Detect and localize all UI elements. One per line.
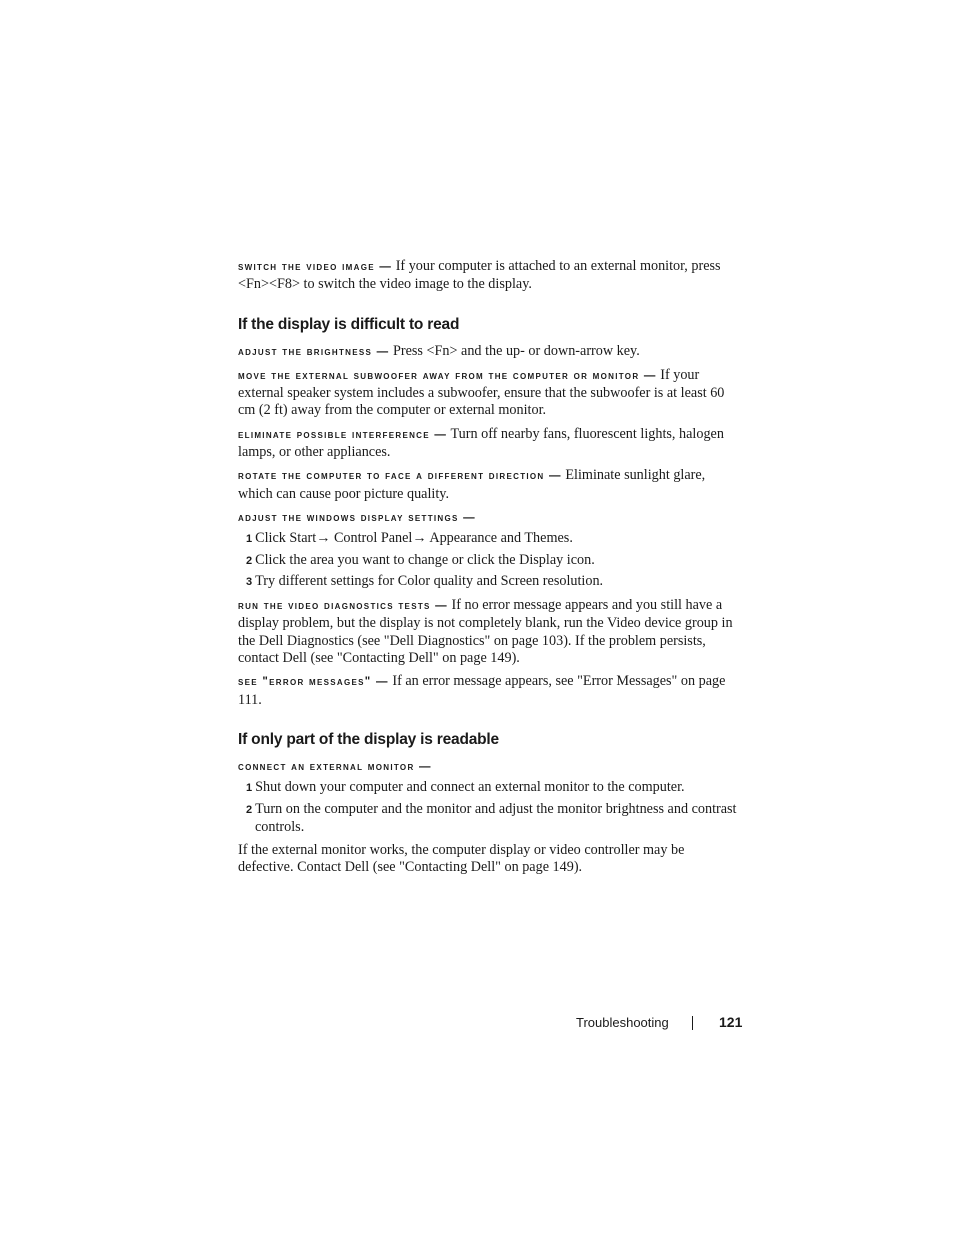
page-number: 121 bbox=[719, 1014, 743, 1030]
error-messages-paragraph bbox=[238, 673, 738, 709]
subwoofer-lead: move the external subwoofer away from the computer or monitor — bbox=[238, 369, 657, 382]
step-number: 1 bbox=[246, 533, 253, 546]
footer-divider bbox=[692, 1016, 693, 1030]
step-text-mid: and bbox=[473, 572, 501, 589]
windows-step-3 bbox=[246, 573, 738, 591]
screen-resolution-ui-label: Screen resolution bbox=[500, 572, 600, 589]
step-text-end: icon. bbox=[563, 551, 595, 568]
step-text: Shut down your computer and connect an external monitor to the computer. bbox=[255, 779, 685, 796]
rotate-paragraph bbox=[238, 467, 738, 503]
page-content bbox=[238, 258, 738, 883]
step-text: Click the area you want to change or click the bbox=[255, 551, 520, 568]
interference-paragraph bbox=[238, 426, 738, 462]
rotate-lead: rotate the computer to face a different direction — bbox=[238, 470, 562, 483]
diagnostics-text-2: device group in the Dell Diagnostics (see "Dell Diagnostics" on page 103). If the problem persists, contact Dell (see "Contacting Dell" on page 149). bbox=[238, 615, 733, 667]
subwoofer-paragraph bbox=[238, 367, 738, 420]
diagnostics-lead: run the video diagnostics tests — bbox=[238, 600, 448, 613]
switch-video-paragraph bbox=[238, 258, 738, 294]
switch-video-lead: switch the video image — bbox=[238, 261, 393, 273]
step-number: 2 bbox=[246, 554, 253, 567]
subwoofer-text: If your external speaker system includes a subwoofer, ensure that the subwoofer is at least 60 cm (2 ft) away from the computer or external monitor. bbox=[238, 366, 725, 419]
arrow-icon: → bbox=[412, 530, 430, 547]
connect-step-1 bbox=[246, 779, 738, 797]
brightness-paragraph bbox=[238, 343, 738, 361]
control-panel-ui-label: Control Panel bbox=[333, 530, 413, 547]
windows-step-2 bbox=[246, 552, 738, 570]
step-text-end: . bbox=[569, 530, 573, 547]
footer-section-title: Troubleshooting bbox=[576, 1015, 669, 1030]
section-heading-difficult-to-read: If the display is difficult to read bbox=[238, 315, 460, 333]
appearance-themes-ui-label: Appearance and Themes bbox=[429, 530, 570, 547]
video-ui-label: Video bbox=[606, 615, 641, 632]
arrow-icon: → bbox=[316, 530, 334, 547]
color-quality-ui-label: Color quality bbox=[397, 572, 474, 589]
diagnostics-paragraph bbox=[238, 597, 738, 667]
windows-step-1 bbox=[246, 530, 738, 548]
windows-settings-paragraph bbox=[238, 509, 738, 527]
step-number: 3 bbox=[246, 575, 253, 588]
error-messages-lead: see "error messages" — bbox=[238, 676, 389, 689]
section-heading-partly-readable: If only part of the display is readable bbox=[238, 730, 499, 748]
error-messages-text: If an error message appears, see "Error Messages" on page 111. bbox=[238, 673, 726, 708]
interference-text: Turn off nearby fans, fluorescent lights, halogen lamps, or other appliances. bbox=[238, 425, 724, 461]
windows-settings-lead: adjust the windows display settings — bbox=[238, 511, 476, 524]
connect-step-2 bbox=[246, 801, 738, 837]
diagnostics-text-1: If no error message appears and you still have a display problem, but the display is not completely blank, run the bbox=[238, 597, 723, 632]
closing-paragraph: If the external monitor works, the computer display or video controller may be defective. Contact Dell (see "Contacting Dell" on page 149). bbox=[238, 842, 685, 876]
step-number: 1 bbox=[246, 782, 253, 795]
step-number: 2 bbox=[246, 803, 253, 816]
connect-monitor-paragraph bbox=[238, 758, 738, 776]
step-text-end: . bbox=[599, 572, 604, 589]
display-ui-label: Display bbox=[519, 551, 564, 568]
start-ui-label: Start bbox=[289, 530, 317, 547]
interference-lead: eliminate possible interference — bbox=[238, 428, 448, 441]
step-text: Click bbox=[255, 530, 290, 547]
step-text: Turn on the computer and the monitor and adjust the monitor brightness and contrast controls. bbox=[255, 800, 737, 835]
switch-video-text: If your computer is attached to an external monitor, press <Fn><F8> to switch the video image to the display. bbox=[238, 258, 721, 293]
connect-monitor-lead: connect an external monitor — bbox=[238, 760, 432, 773]
brightness-lead: adjust the brightness — bbox=[238, 345, 390, 358]
brightness-text: Press <Fn> and the up- or down-arrow key. bbox=[389, 342, 640, 359]
rotate-text: Eliminate sunlight glare, which can cause poor picture quality. bbox=[238, 467, 706, 502]
step-text: Try different settings for bbox=[255, 572, 398, 589]
